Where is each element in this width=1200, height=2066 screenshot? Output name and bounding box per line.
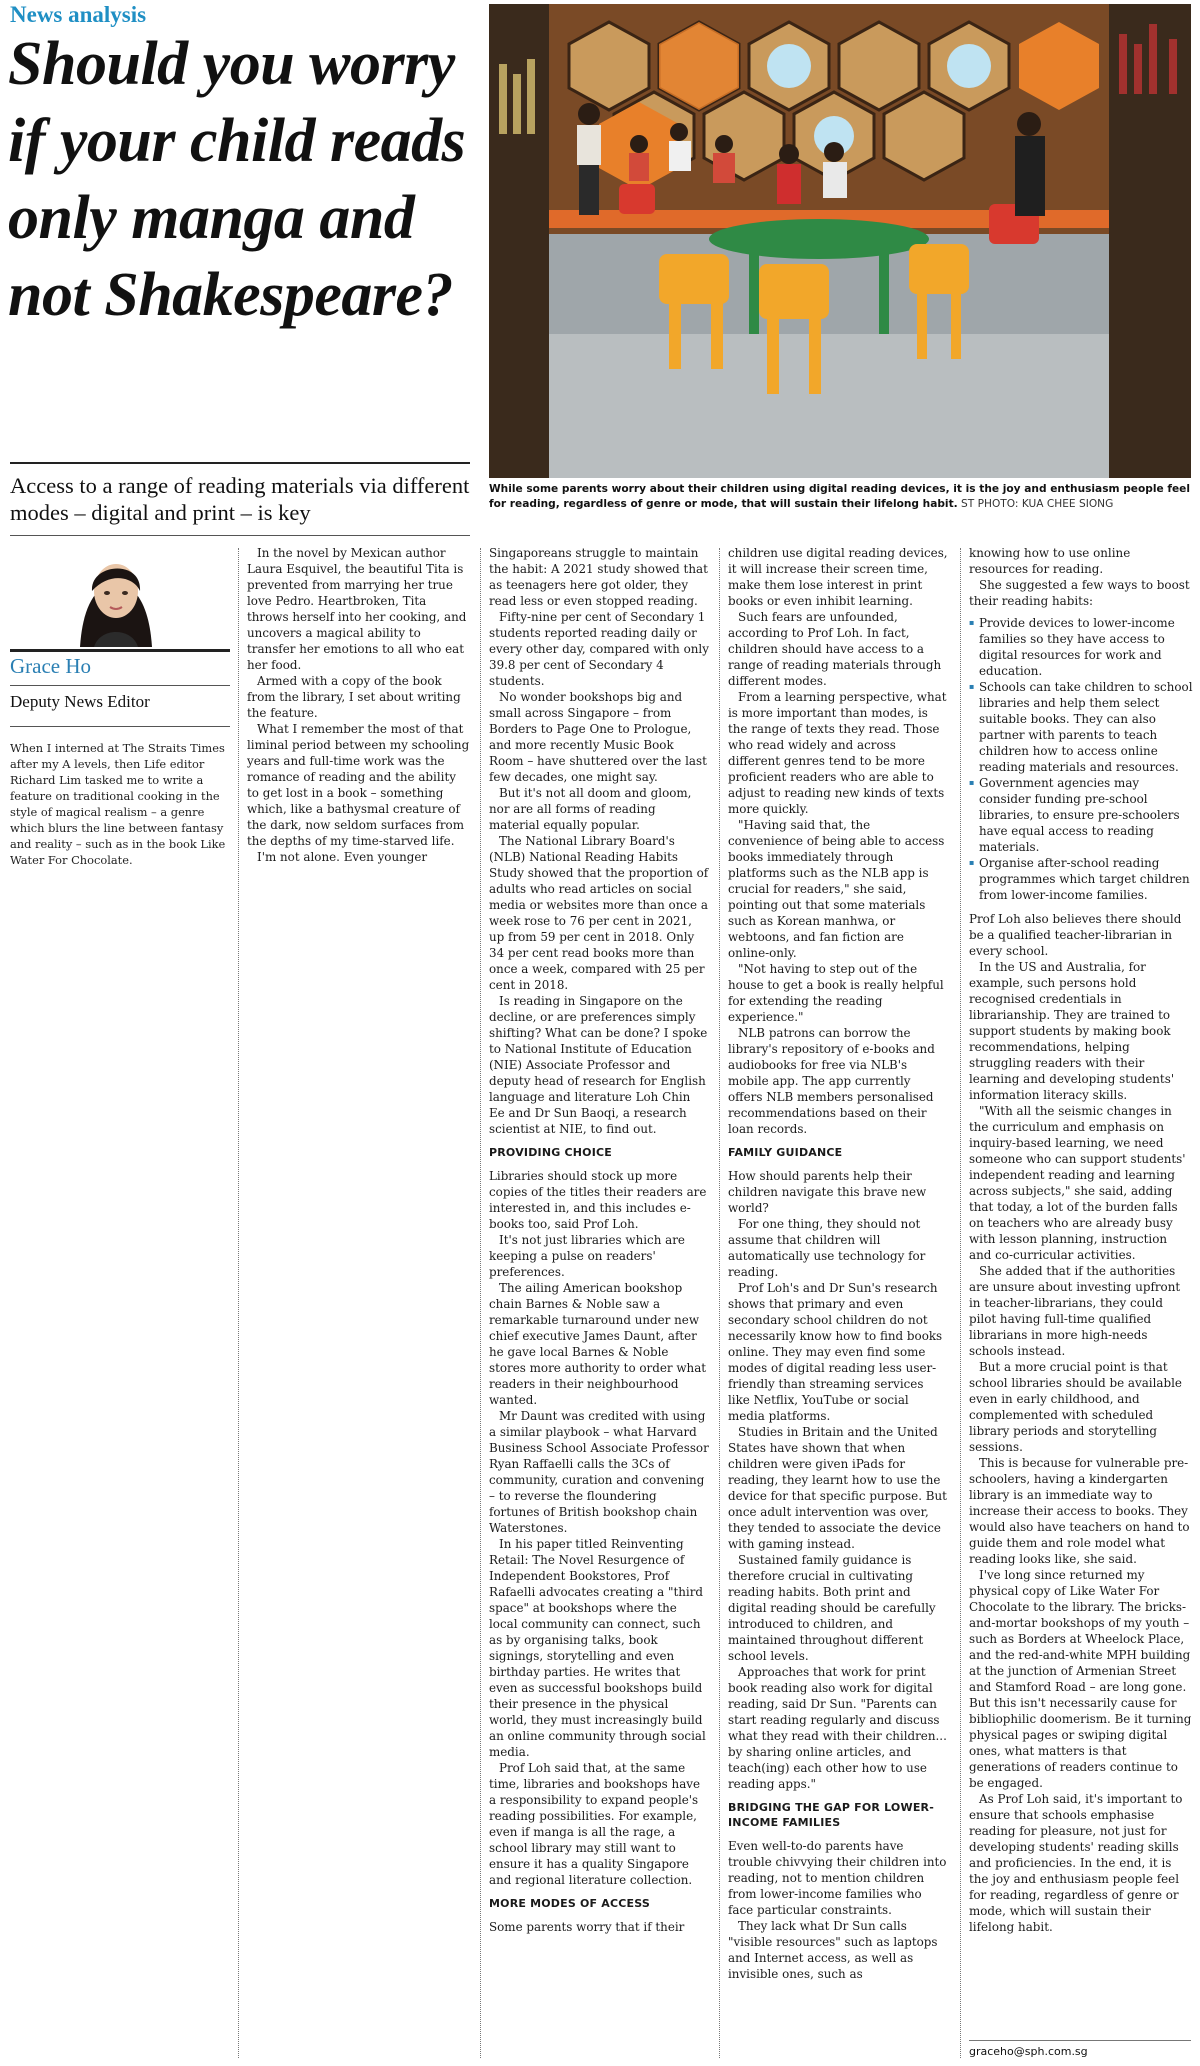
paragraph: In the novel by Mexican author Laura Esquivel, the beautiful Tita is prevented from marrying her true love Pedro. Heartbroken, Tita throws herself into her cooking, and uncovers a magical ability to transfer her emotions to all who eat her food.	[247, 546, 467, 672]
section-heading: MORE MODES OF ACCESS	[489, 1897, 651, 1910]
paragraph: In his paper titled Reinventing Retail: The Novel Resurgence of Independent Bookstores, Prof Rafaelli advocates creating a "third space" at bookshops where the local community can connect, such as by organising talks, book signings, storytelling and even birthday parties. He writes that even as successful bookshops build their presence in the physical world, they must increasingly build an online community through social media.	[489, 1537, 706, 1759]
paragraph: In the US and Australia, for example, such persons hold recognised credentials in librarianship. They are trained to support students by making book recommendations, helping struggling readers with their learning and developing students' information literacy skills.	[969, 960, 1175, 1102]
column-divider	[480, 548, 481, 2058]
section-heading: FAMILY GUIDANCE	[728, 1146, 843, 1159]
author-portrait	[60, 547, 172, 647]
divider	[10, 649, 230, 652]
paragraph: Even well-to-do parents have trouble chivvying their children into reading, not to mention children from lower-income families who face particular constraints.	[728, 1839, 947, 1917]
paragraph: The National Library Board's (NLB) National Reading Habits Study showed that the proportion of adults who read articles on social media or websites more than once a week rose to 76 per cent in 2021, up from 59 per cent in 2018. Only 34 per cent read books more than once a week, compared with 25 per cent in 2018.	[489, 834, 709, 992]
paragraph: Some parents worry that if their	[489, 1920, 685, 1934]
paragraph: NLB patrons can borrow the library's repository of e-books and audiobooks for free via NLB's mobile app. The app currently offers NLB members personalised recommendations based on their loan records.	[728, 1026, 935, 1136]
paragraph: No wonder bookshops big and small across Singapore – from Borders to Page One to Prologue, and more recently Music Book Room – have shuttered over the last few decades, one might say.	[489, 690, 707, 784]
paragraph: children use digital reading devices, it will increase their screen time, make them lose interest in print books or even inhibit learning.	[728, 546, 948, 608]
library-photo-illustration	[489, 4, 1191, 478]
paragraph: For one thing, they should not assume that children will automatically use technology for reading.	[728, 1217, 926, 1279]
divider	[969, 2040, 1191, 2041]
kicker: News analysis	[10, 2, 147, 27]
author-email[interactable]: graceho@sph.com.sg	[969, 2045, 1088, 2058]
list-item: ▪ Government agencies may consider funding pre-school libraries, to ensure pre-schoolers have equal access to reading materials.	[969, 775, 1193, 855]
author-title: Deputy News Editor	[10, 692, 150, 711]
list-item: ▪ Organise after-school reading programmes which target children from lower-income families.	[969, 855, 1193, 903]
paragraph: Singaporeans struggle to maintain the habit: A 2021 study showed that as teenagers here got older, they read less or even stopped reading.	[489, 546, 708, 608]
paragraph: Libraries should stock up more copies of the titles their readers are interested in, and this includes e-books too, said Prof Loh.	[489, 1169, 707, 1231]
paragraph: Prof Loh's and Dr Sun's research shows that primary and even secondary school children do not necessarily know how to find books online. They may even find some modes of digital reading less user-friendly than streaming services like Netflix, YouTube or social media platforms.	[728, 1281, 943, 1423]
paragraph: As Prof Loh said, it's important to ensure that schools emphasise reading for pleasure, not just for developing students' reading skills and proficiencies. In the end, it is the joy and enthusiasm people feel for reading, regardless of genre or mode, which will sustain their lifelong habit.	[969, 1792, 1183, 1934]
paragraph: "Having said that, the convenience of being able to access books immediately through platforms such as the NLB app is crucial for readers," she said, pointing out that some materials such as Korean manhwa, or webtoons, and fan fiction are online-only.	[728, 818, 945, 960]
paragraph: "With all the seismic changes in the curriculum and emphasis on inquiry-based learning, we need someone who can support students' independent reading and learning across subjects," she said, adding that today, a lot of the burden falls on teachers who are already busy with lesson planning, instruction and co-curricular activities.	[969, 1104, 1186, 1262]
paragraph: How should parents help their children navigate this brave new world?	[728, 1169, 927, 1215]
paragraph: Armed with a copy of the book from the library, I set about writing the feature.	[247, 674, 461, 720]
author-avatar	[60, 547, 172, 647]
article-column-1	[247, 545, 471, 865]
photo-caption	[489, 482, 1193, 512]
section-heading: BRIDGING THE GAP FOR LOWER-INCOME FAMILIES	[728, 1801, 934, 1829]
headline: Should you worry if your child reads only manga and not Shakespeare?	[8, 30, 466, 329]
paragraph: From a learning perspective, what is more important than modes, is the range of texts they read. Those who read widely and across different genres tend to be more proficient readers who are able to adjust to reading new kinds of texts more quickly.	[728, 690, 947, 816]
paragraph: She added that if the authorities are unsure about investing upfront in teacher-librarians, they could pilot having full-time qualified librarians in more high-needs schools instead.	[969, 1264, 1181, 1358]
paragraph: I'm not alone. Even younger	[257, 850, 428, 864]
paragraph: She suggested a few ways to boost their reading habits:	[969, 578, 1190, 608]
divider	[10, 685, 230, 686]
paragraph: Sustained family guidance is therefore crucial in cultivating reading habits. Both print and digital reading should be carefully introduced to children, and maintained throughout different school levels.	[728, 1553, 936, 1663]
paragraph: Is reading in Singapore on the decline, or are preferences simply shifting? What can be done? I spoke to National Institute of Education (NIE) Associate Professor and deputy head of research for English language and literature Loh Chin Ee and Dr Sun Baoqi, a research scientist at NIE, to find out.	[489, 994, 708, 1136]
paragraph: The ailing American bookshop chain Barnes & Noble saw a remarkable turnaround under new chief executive James Daunt, after he gave local Barnes & Noble stores more authority to order what readers in their neighbourhood wanted.	[489, 1281, 707, 1407]
paragraph: Prof Loh said that, at the same time, libraries and bookshops have a responsibility to expand people's reading possibilities. For example, even if manga is all the rage, a school library may still want to ensure it has a quality Singapore and regional literature collection.	[489, 1761, 701, 1887]
paragraph: It's not just libraries which are keeping a pulse on readers' preferences.	[489, 1233, 685, 1279]
divider	[10, 726, 230, 727]
library-photo	[489, 4, 1191, 478]
list-item: ▪ Provide devices to lower-income families so they have access to digital resources for work and education.	[969, 615, 1193, 679]
paragraph: Prof Loh also believes there should be a qualified teacher-librarian in every school.	[969, 912, 1182, 958]
deck: Access to a range of reading materials via different modes – digital and print – is key	[10, 473, 470, 525]
article-column-4	[969, 545, 1193, 1935]
paragraph: knowing how to use online resources for reading.	[969, 546, 1131, 576]
list-item: ▪ Schools can take children to school libraries and help them select suitable books. They can also partner with parents to teach children how to access online reading materials and resources.	[969, 679, 1193, 775]
paragraph: Such fears are unfounded, according to Prof Loh. In fact, children should have access to a range of reading materials through different modes.	[728, 610, 942, 688]
author-bio: When I interned at The Straits Times after my A levels, then Life editor Richard Lim tasked me to write a feature on traditional cooking in the style of magical realism – a genre which blurs the line between fantasy and reality – such as in the book Like Water For Chocolate.	[10, 741, 226, 867]
author-name: Grace Ho	[10, 654, 92, 678]
section-heading: PROVIDING CHOICE	[489, 1146, 612, 1159]
paragraph: But a more crucial point is that school libraries should be available even in early childhood, and complemented with scheduled library periods and storytelling sessions.	[969, 1360, 1182, 1454]
column-divider	[238, 548, 239, 2058]
paragraph: What I remember the most of that liminal period between my schooling years and full-time work was the romance of reading and the ability to get lost in a book – something which, like a bathysmal creature of the dark, now seldom surfaces from the depths of my time-starved life.	[247, 722, 470, 848]
divider	[10, 535, 470, 536]
photo-credit: ST PHOTO: KUA CHEE SIONG	[961, 498, 1114, 510]
caption-text: While some parents worry about their children using digital reading devices, it is the joy and enthusiasm people feel for reading, regardless of genre or mode, that will sustain their lifelong habit.	[489, 483, 1190, 510]
paragraph: They lack what Dr Sun calls "visible resources" such as laptops and Internet access, as well as invisible ones, such as	[728, 1919, 938, 1981]
column-divider	[719, 548, 720, 2058]
divider	[10, 462, 470, 464]
paragraph: Mr Daunt was credited with using a similar playbook – what Harvard Business School Associate Professor Ryan Raffaelli calls the 3Cs of community, curation and convening – to reverse the floundering fortunes of British bookshop chain Waterstones.	[489, 1409, 709, 1535]
column-divider	[960, 548, 961, 2058]
article-column-2	[489, 545, 709, 1935]
paragraph: I've long since returned my physical copy of Like Water For Chocolate to the library. The bricks-and-mortar bookshops of my youth – such as Borders at Wheelock Place, and the red-and-white MPH building at the junction of Armenian Street and Stamford Road – are long gone. But this isn't necessarily cause for bibliophilic doomerism. Be it turning physical pages or swiping digital ones, what matters is that generations of readers continue to be engaged.	[969, 1568, 1192, 1790]
paragraph: Studies in Britain and the United States have shown that when children were given iPads for reading, they learnt how to use the device for that specific purpose. But once adult intervention was over, they tended to associate the device with gaming instead.	[728, 1425, 947, 1551]
paragraph: But it's not all doom and gloom, nor are all forms of reading material equally popular.	[489, 786, 692, 832]
paragraph: This is because for vulnerable pre-schoolers, having a kindergarten library is an immediate way to increase their access to books. They would also have teachers on hand to guide them and role model what reading looks like, she said.	[969, 1456, 1190, 1566]
article-column-3	[728, 545, 948, 1982]
suggestion-list	[969, 615, 1193, 903]
paragraph: "Not having to step out of the house to get a book is really helpful for extending the reading experience."	[728, 962, 944, 1024]
paragraph: Fifty-nine per cent of Secondary 1 students reported reading daily or every other day, compared with only 39.8 per cent of Secondary 4 students.	[489, 610, 709, 688]
paragraph: Approaches that work for print book reading also work for digital reading, said Dr Sun. "Parents can start reading regularly and discuss what they read with their children... by sharing online articles, and teach(ing) each other how to use reading apps."	[728, 1665, 947, 1791]
